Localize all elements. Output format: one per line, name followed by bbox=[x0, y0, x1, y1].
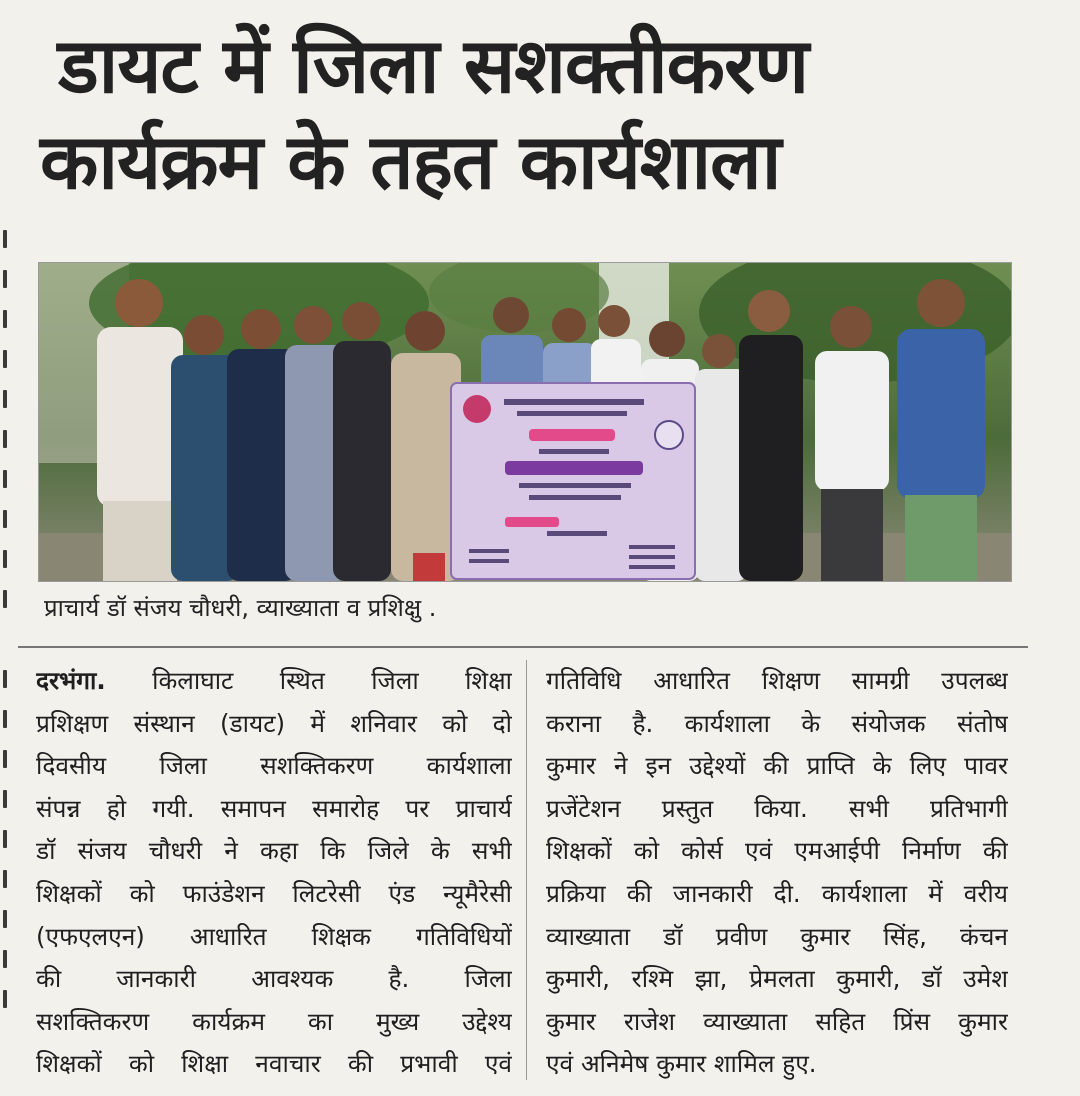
article-line: दिवसीय जिला सशक्तिकरण कार्यशाला bbox=[36, 751, 512, 781]
edge-mark bbox=[3, 310, 7, 328]
article-column-right bbox=[546, 660, 1008, 1086]
edge-mark bbox=[3, 550, 7, 568]
headline-line-2: कार्यक्रम के तहत कार्यशाला bbox=[40, 117, 781, 206]
edge-mark bbox=[3, 950, 7, 968]
article-column-left bbox=[36, 660, 512, 1086]
group-photo-illustration bbox=[39, 263, 1011, 581]
article-line: व्याख्याता डॉ प्रवीण कुमार सिंह, कंचन bbox=[546, 921, 1008, 951]
edge-mark bbox=[3, 470, 7, 488]
edge-mark bbox=[3, 830, 7, 848]
edge-mark bbox=[3, 990, 7, 1008]
edge-mark bbox=[3, 430, 7, 448]
person bbox=[333, 302, 391, 581]
article-line: (एफएलएन) आधारित शिक्षक गतिविधियों bbox=[36, 921, 512, 951]
column-divider bbox=[526, 660, 527, 1080]
edge-mark bbox=[3, 590, 7, 608]
article-line: प्रजेंटेशन प्रस्तुत किया. सभी प्रतिभागी bbox=[546, 793, 1008, 823]
article-line: की जानकारी आवश्यक है. जिला bbox=[36, 964, 512, 994]
edge-mark bbox=[3, 390, 7, 408]
article-line: एवं अनिमेष कुमार शामिल हुए. bbox=[546, 1049, 817, 1079]
article-line: कुमार राजेश व्याख्याता सहित प्रिंस कुमार bbox=[546, 1006, 1008, 1036]
article-line: गतिविधि आधारित शिक्षण सामग्री उपलब्ध bbox=[546, 666, 1008, 695]
edge-mark bbox=[3, 230, 7, 248]
group-photo bbox=[38, 262, 1012, 582]
article-line: संपन्न हो गयी. समापन समारोह पर प्राचार्य bbox=[36, 793, 512, 823]
edge-mark bbox=[3, 910, 7, 928]
article-line: कुमारी, रश्मि झा, प्रेमलता कुमारी, डॉ उमेश bbox=[546, 964, 1008, 994]
article-line: कराना है. कार्यशाला के संयोजक संतोष bbox=[546, 708, 1008, 738]
headline bbox=[40, 18, 1040, 210]
article-line: शिक्षकों को शिक्षा नवाचार की प्रभावी एवं bbox=[36, 1049, 512, 1079]
article-line: प्रशिक्षण संस्थान (डायट) में शनिवार को दो bbox=[36, 708, 512, 738]
headline-line-1: डायट में जिला सशक्तीकरण bbox=[58, 21, 809, 110]
dateline: दरभंगा. bbox=[36, 666, 106, 695]
article-line: कुमार ने इन उद्देश्यों की प्राप्ति के लिए पावर bbox=[546, 751, 1008, 781]
article-line: शिक्षकों को कोर्स एवं एमआईपी निर्माण की bbox=[546, 836, 1008, 866]
edge-mark bbox=[3, 710, 7, 728]
edge-mark bbox=[3, 750, 7, 768]
article-line: शिक्षकों को फाउंडेशन लिटरेसी एंड न्यूमैरेसी bbox=[36, 878, 512, 908]
article-line: सशक्तिकरण कार्यक्रम का मुख्य उद्देश्य bbox=[36, 1006, 512, 1036]
article-line: प्रक्रिया की जानकारी दी. कार्यशाला में वरीय bbox=[546, 878, 1008, 908]
edge-mark bbox=[3, 670, 7, 688]
edge-mark bbox=[3, 350, 7, 368]
edge-mark bbox=[3, 270, 7, 288]
section-divider bbox=[18, 646, 1028, 648]
event-banner bbox=[451, 383, 695, 579]
article-line: डॉ संजय चौधरी ने कहा कि जिले के सभी bbox=[36, 836, 512, 866]
edge-mark bbox=[3, 510, 7, 528]
photo-caption: प्राचार्य डॉ संजय चौधरी, व्याख्याता व प्रशिक्षु . bbox=[44, 594, 437, 622]
article-text: किलाघाट स्थित जिला शिक्षा bbox=[105, 666, 512, 695]
edge-mark bbox=[3, 790, 7, 808]
adjacent-column-edge bbox=[0, 230, 12, 1030]
article-line bbox=[36, 660, 512, 703]
edge-mark bbox=[3, 870, 7, 888]
